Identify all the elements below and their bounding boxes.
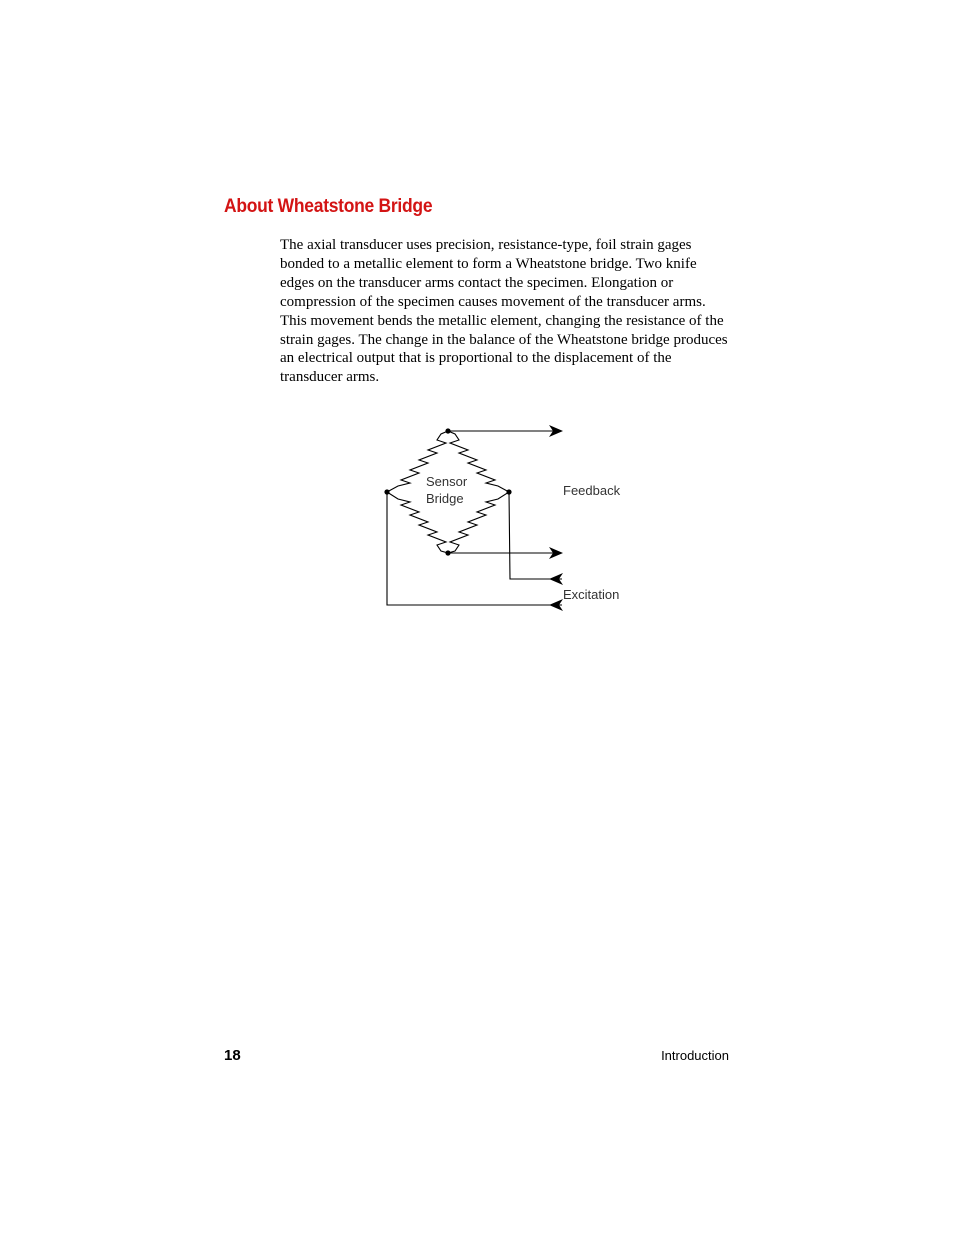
bridge-label-line2: Bridge [426,491,464,506]
footer-section-name: Introduction [661,1048,729,1063]
bridge-node-right [506,489,511,494]
bridge-node-top [445,428,450,433]
excitation-label: Excitation [563,587,620,602]
section-title: About Wheatstone Bridge [224,196,433,217]
excitation-line-right [509,492,562,579]
bridge-label-line1: Sensor [426,474,468,489]
body-paragraph: The axial transducer uses precision, resistance-type, foil strain gages bonded to a metallic element to form a Wheatstone bridge. Two knife edges on the transducer arms contact the specimen. Elongation or compression of the specimen causes movement of the transducer arms. This movement bends the metallic element, changing the resistance of the strain gages. The change in the balance of the Wheatstone bridge produces an electrical output that is proportional to the displacement of the transducer arms. [280,237,728,386]
excitation-line-left [387,492,562,605]
feedback-label: Feedback [563,483,621,498]
page-number: 18 [224,1047,241,1064]
bridge-node-left [384,489,389,494]
bridge-node-bottom [445,550,450,555]
wheatstone-bridge-diagram [370,420,640,620]
